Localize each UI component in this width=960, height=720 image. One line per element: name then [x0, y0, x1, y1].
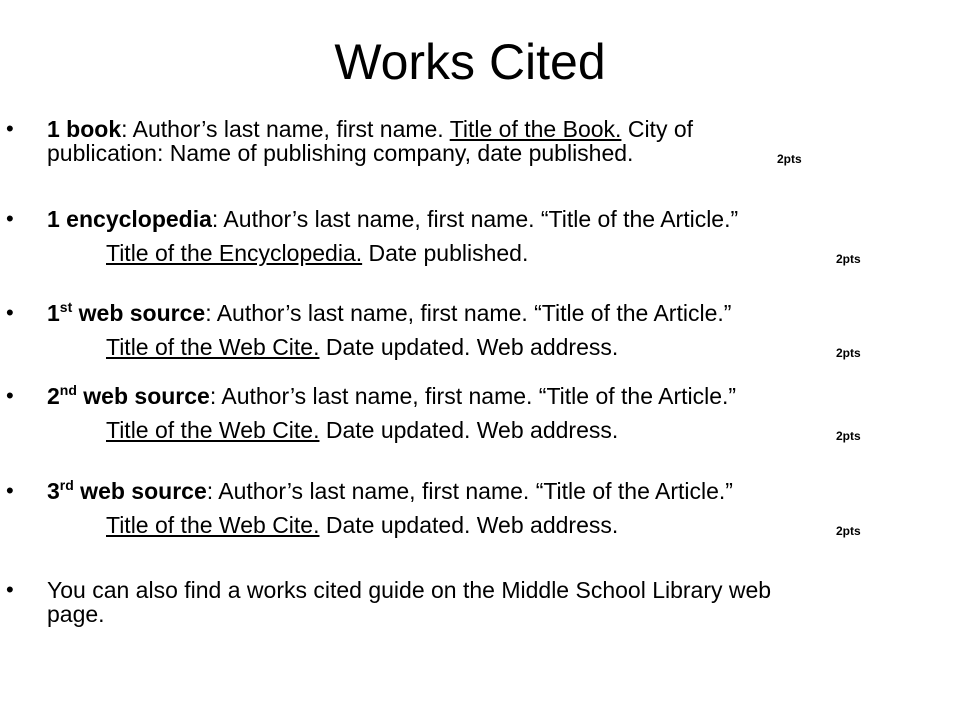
item-title-text: Title of the Web Cite.: [106, 512, 320, 538]
item-label: 1 book: [47, 116, 122, 142]
item-text: publication: Name of publishing company, date published.: [47, 140, 634, 166]
list-item-encyclopedia: [6, 206, 907, 266]
item-label: 2nd web source: [47, 382, 210, 409]
item-label: 3rd web source: [47, 477, 207, 504]
item-text: Date updated. Web address.: [319, 417, 619, 443]
item-text: page.: [47, 601, 105, 627]
points-label: 2pts: [836, 346, 861, 360]
points-label: 2pts: [836, 429, 861, 443]
list-item-web-source-3: [6, 477, 907, 538]
list-item-book: [6, 116, 907, 166]
points-label: 2pts: [836, 524, 861, 538]
points-label: 2pts: [836, 252, 861, 266]
item-title-text: Title of the Encyclopedia.: [106, 240, 363, 266]
item-text: Date updated. Web address.: [319, 512, 619, 538]
item-text: : Author’s last name, first name. “Title of the Article.”: [209, 383, 737, 409]
item-label: 1st web source: [47, 299, 206, 326]
item-text: Date updated. Web address.: [319, 334, 619, 360]
page-title: Works Cited: [334, 34, 606, 90]
item-text: Date published.: [362, 240, 529, 266]
bullet-icon: •: [6, 383, 14, 408]
list-item-web-source-1: [6, 299, 907, 360]
item-text: : Author’s last name, first name. “Title of the Article.”: [206, 478, 733, 504]
bullet-icon: •: [6, 116, 14, 141]
list-item-note: [6, 577, 907, 627]
item-label: 1 encyclopedia: [47, 206, 212, 232]
bullet-icon: •: [6, 478, 14, 503]
item-title-text: Title of the Book.: [449, 116, 622, 142]
item-text: : Author’s last name, first name. “Title of the Article.”: [211, 206, 739, 232]
bullet-icon: •: [6, 577, 14, 602]
list-item-web-source-2: [6, 382, 907, 443]
item-text: : Author’s last name, first name. “Title of the Article.”: [205, 300, 732, 326]
points-label: 2pts: [777, 152, 802, 166]
item-text: City of: [621, 116, 694, 142]
item-title-text: Title of the Web Cite.: [106, 334, 320, 360]
item-title-text: Title of the Web Cite.: [106, 417, 320, 443]
item-text: You can also find a works cited guide on the Middle School Library web: [47, 577, 772, 603]
bullet-icon: •: [6, 300, 14, 325]
item-text: : Author’s last name, first name.: [121, 116, 450, 142]
bullet-icon: •: [6, 206, 14, 231]
